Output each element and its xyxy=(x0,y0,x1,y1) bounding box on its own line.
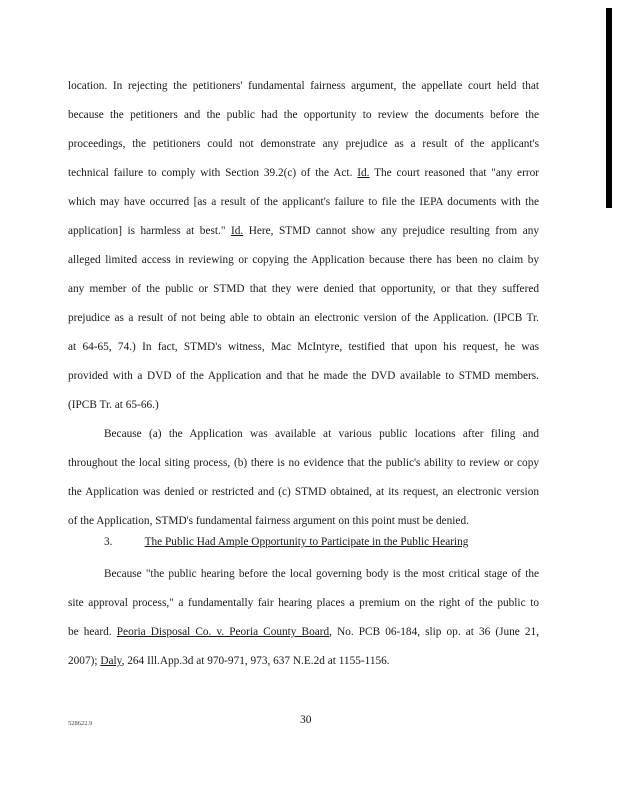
text-line: throughout the local siting process, (b) there is no evidence that the public's ability to review or copy xyxy=(68,457,539,469)
text-line: at 64-65, 74.) In fact, STMD's witness, Mac McIntyre, testified that upon his request, he was xyxy=(68,341,539,353)
document-code: 528622.9 xyxy=(68,720,93,727)
text-line: because the petitioners and the public had the opportunity to review the documents before the xyxy=(68,109,539,121)
page-number: 30 xyxy=(300,714,312,726)
section-heading xyxy=(104,535,468,549)
text-segment: , No. PCB 06-184, slip op. at 36 (June 21, xyxy=(329,626,540,638)
text-line: provided with a DVD of the Application and that he made the DVD available to STMD members. xyxy=(68,370,539,382)
citation-id: Id. xyxy=(230,225,244,237)
text-line xyxy=(68,224,539,238)
text-line xyxy=(68,654,539,668)
section-title: The Public Had Ample Opportunity to Participate in the Public Hearing xyxy=(144,536,469,548)
text-line xyxy=(68,166,539,180)
page-edge-bar xyxy=(606,8,612,208)
text-line: (IPCB Tr. at 65-66.) xyxy=(68,399,159,411)
text-segment: 2007); xyxy=(68,655,98,667)
citation-id: Id. xyxy=(357,167,370,179)
section-number: 3. xyxy=(104,536,113,548)
text-segment: be heard. xyxy=(68,626,112,638)
text-line: site approval process," a fundamentally fair hearing places a premium on the right of the public to xyxy=(68,597,539,609)
text-line: Because "the public hearing before the local governing body is the most critical stage of the xyxy=(104,568,539,580)
text-line: of the Application, STMD's fundamental fairness argument on this point must be denied. xyxy=(68,515,469,527)
text-line: alleged limited access in reviewing or copying the Application because there has been no claim by xyxy=(68,254,539,266)
text-line: any member of the public or STMD that they were denied that opportunity, or that they suffered xyxy=(68,283,539,295)
text-segment: application] is harmless at best." xyxy=(68,225,226,237)
text-line: the Application was denied or restricted and (c) STMD obtained, at its request, an electronic version xyxy=(68,486,539,498)
case-citation: Peoria Disposal Co. v. Peoria County Board xyxy=(116,626,330,638)
text-segment: , 264 Ill.App.3d at 970-971, 973, 637 N.E.2d at 1155-1156. xyxy=(121,655,390,667)
case-citation: Daly xyxy=(100,655,122,667)
text-line: proceedings, the petitioners could not demonstrate any prejudice as a result of the applicant's xyxy=(68,138,539,150)
text-line: which may have occurred [as a result of the applicant's failure to file the IEPA documents with the xyxy=(68,196,539,208)
text-line xyxy=(68,625,539,639)
text-segment: The court reasoned that "any error xyxy=(374,167,540,179)
text-line: prejudice as a result of not being able to obtain an electronic version of the Application. (IPCB Tr. xyxy=(68,312,539,324)
text-line: Because (a) the Application was available at various public locations after filing and xyxy=(104,428,539,440)
text-segment: technical failure to comply with Section 39.2(c) of the Act. xyxy=(68,167,353,179)
text-segment: Here, STMD cannot show any prejudice resulting from any xyxy=(248,225,540,237)
text-line: location. In rejecting the petitioners' fundamental fairness argument, the appellate court held that xyxy=(68,80,539,92)
